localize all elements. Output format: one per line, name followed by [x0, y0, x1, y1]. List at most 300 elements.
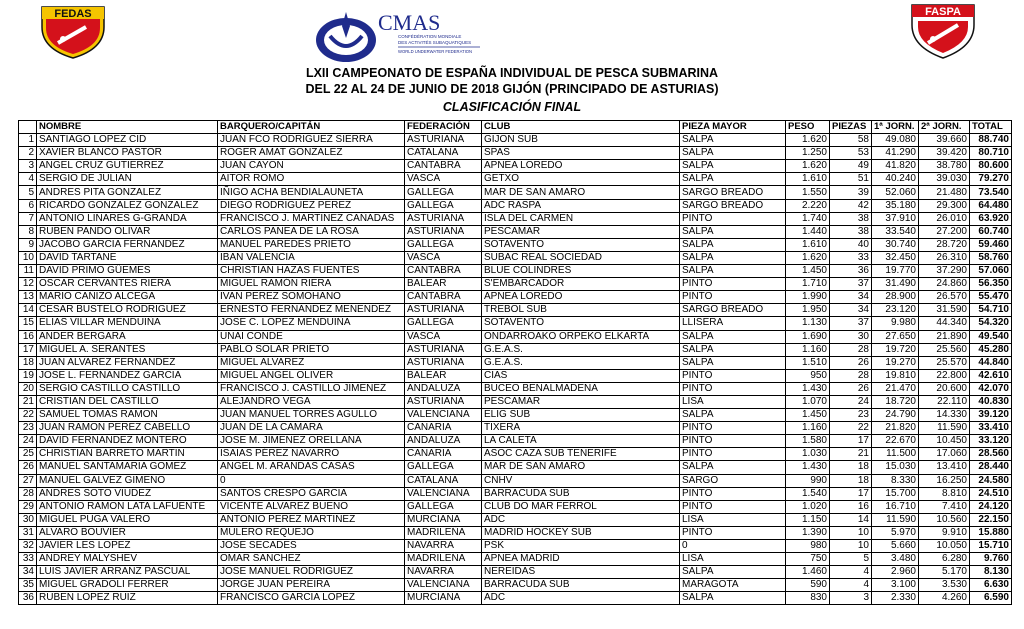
cell-federacion: CANARIA [405, 448, 482, 461]
cell-nombre: MIGUEL PUGA VALERO [37, 513, 218, 526]
cell-club: SOTAVENTO [482, 238, 680, 251]
cell-2-jornada: 24.860 [919, 278, 970, 291]
table-row [19, 553, 1012, 566]
cell-federacion: CANTABRA [405, 291, 482, 304]
cell-barquero: MANUEL PAREDES PRIETO [218, 238, 405, 251]
cell-1-jornada: 19.810 [872, 369, 919, 382]
cell-barquero: OMAR SANCHEZ [218, 553, 405, 566]
cell-position: 2 [19, 147, 37, 160]
cell-federacion: GALLEGA [405, 317, 482, 330]
table-row [19, 134, 1012, 147]
cell-nombre: ALVARO BOUVIER [37, 526, 218, 539]
cell-total: 58.760 [970, 251, 1012, 264]
cell-total: 56.350 [970, 278, 1012, 291]
cell-piezas: 38 [830, 225, 872, 238]
cell-position: 17 [19, 343, 37, 356]
cell-peso: 750 [786, 553, 830, 566]
cell-barquero: PABLO SOLAR PRIETO [218, 343, 405, 356]
cell-total: 40.830 [970, 395, 1012, 408]
cell-pieza-mayor: MARAGOTA [680, 579, 786, 592]
cell-nombre: ELIAS VILLAR MENDUIÑA [37, 317, 218, 330]
cell-peso: 1.430 [786, 382, 830, 395]
cell-total: 80.710 [970, 147, 1012, 160]
cell-federacion: ASTURIANA [405, 212, 482, 225]
cell-position: 34 [19, 566, 37, 579]
cell-nombre: JOSE L. FERNANDEZ GARCIA [37, 369, 218, 382]
cell-2-jornada: 39.660 [919, 134, 970, 147]
cell-1-jornada: 40.240 [872, 173, 919, 186]
cell-pieza-mayor: PINTO [680, 422, 786, 435]
cell-peso: 1.620 [786, 160, 830, 173]
cell-piezas: 53 [830, 147, 872, 160]
cell-barquero: JOSE M. JIMENEZ ORELLANA [218, 435, 405, 448]
table-row [19, 147, 1012, 160]
cell-barquero: FRANCISCO J. CASTILLO JIMENEZ [218, 382, 405, 395]
table-row [19, 474, 1012, 487]
table-row [19, 435, 1012, 448]
cell-club: ONDARROAKO ORPEKO ELKARTA [482, 330, 680, 343]
cell-peso: 1.390 [786, 526, 830, 539]
cell-barquero: JOSE C. LOPEZ MENDUIÑA [218, 317, 405, 330]
cell-position: 9 [19, 238, 37, 251]
cell-club: G.E.A.S. [482, 356, 680, 369]
cell-federacion: ASTURIANA [405, 134, 482, 147]
cell-1-jornada: 52.060 [872, 186, 919, 199]
cell-1-jornada: 15.700 [872, 487, 919, 500]
table-row [19, 409, 1012, 422]
cell-1-jornada: 3.100 [872, 579, 919, 592]
cell-club: ADC RASPA [482, 199, 680, 212]
cell-federacion: MURCIANA [405, 513, 482, 526]
cell-barquero: IÑIGO ACHA BENDIALAUNETA [218, 186, 405, 199]
cell-2-jornada: 26.010 [919, 212, 970, 225]
cell-1-jornada: 41.290 [872, 147, 919, 160]
fedas-logo [40, 5, 106, 59]
cell-piezas: 22 [830, 422, 872, 435]
cell-peso: 1.950 [786, 304, 830, 317]
cell-barquero: MIGUEL ANGEL OLIVER [218, 369, 405, 382]
cell-peso: 1.160 [786, 343, 830, 356]
cell-federacion: MADRILEÑA [405, 526, 482, 539]
cell-total: 8.130 [970, 566, 1012, 579]
cell-pieza-mayor: SALPA [680, 265, 786, 278]
cell-nombre: DAVID FERNANDEZ MONTERO [37, 435, 218, 448]
cell-peso: 1.580 [786, 435, 830, 448]
cell-club: BARRACUDA SUB [482, 579, 680, 592]
cell-federacion: ASTURIANA [405, 304, 482, 317]
cell-2-jornada: 10.450 [919, 435, 970, 448]
cell-1-jornada: 31.490 [872, 278, 919, 291]
cell-club: ELIG SUB [482, 409, 680, 422]
table-row [19, 330, 1012, 343]
cell-club: ADC [482, 513, 680, 526]
cell-total: 54.710 [970, 304, 1012, 317]
cell-piezas: 42 [830, 199, 872, 212]
cell-barquero: VICENTE ALVAREZ BUENO [218, 500, 405, 513]
cell-club: ADC [482, 592, 680, 605]
cell-nombre: MIGUEL A. SERANTES [37, 343, 218, 356]
cell-position: 15 [19, 317, 37, 330]
cell-barquero: DIEGO RODRIGUEZ PEREZ [218, 199, 405, 212]
cell-nombre: CESAR BUSTELO RODRIGUEZ [37, 304, 218, 317]
cell-peso: 830 [786, 592, 830, 605]
cell-pieza-mayor: SALPA [680, 356, 786, 369]
table-row [19, 579, 1012, 592]
cell-barquero: FRANCISCO GARCIA LOPEZ [218, 592, 405, 605]
cell-peso: 1.460 [786, 566, 830, 579]
cell-total: 42.070 [970, 382, 1012, 395]
cell-federacion: CANARIA [405, 422, 482, 435]
cell-peso: 1.150 [786, 513, 830, 526]
cell-1-jornada: 49.080 [872, 134, 919, 147]
championship-title: LXII CAMPEONATO DE ESPAÑA INDIVIDUAL DE PESCA SUBMARINA [305, 66, 719, 80]
cell-barquero: UNAI CONDE [218, 330, 405, 343]
cell-piezas: 38 [830, 212, 872, 225]
cell-1-jornada: 28.900 [872, 291, 919, 304]
cell-position: 27 [19, 474, 37, 487]
event-dates-location: DEL 22 AL 24 DE JUNIO DE 2018 GIJÓN (PRINCIPADO DE ASTURIAS) [305, 82, 719, 96]
cell-position: 10 [19, 251, 37, 264]
cell-piezas: 37 [830, 317, 872, 330]
cell-pieza-mayor: PINTO [680, 291, 786, 304]
cell-2-jornada: 17.060 [919, 448, 970, 461]
table-row [19, 291, 1012, 304]
cell-federacion: VASCA [405, 251, 482, 264]
cell-club: PESCAMAR [482, 225, 680, 238]
cell-1-jornada: 35.180 [872, 199, 919, 212]
cell-peso: 1.610 [786, 173, 830, 186]
cell-club: APNEA LOREDO [482, 160, 680, 173]
cell-1-jornada: 5.970 [872, 526, 919, 539]
cell-1-jornada: 19.720 [872, 343, 919, 356]
cell-position: 12 [19, 278, 37, 291]
cell-piezas: 10 [830, 526, 872, 539]
cell-pieza-mayor: SALPA [680, 343, 786, 356]
cell-nombre: SERGIO CASTILLO CASTILLO [37, 382, 218, 395]
cell-1-jornada: 37.910 [872, 212, 919, 225]
cell-pieza-mayor: SARGO [680, 474, 786, 487]
table-row [19, 513, 1012, 526]
table-row [19, 343, 1012, 356]
cell-club: ISLA DEL CARMEN [482, 212, 680, 225]
cell-pieza-mayor: SALPA [680, 173, 786, 186]
cell-nombre: ANTONIO RAMON LATA LAFUENTE [37, 500, 218, 513]
cell-2-jornada: 9.910 [919, 526, 970, 539]
cell-total: 60.740 [970, 225, 1012, 238]
cell-2-jornada: 10.050 [919, 540, 970, 553]
cell-total: 22.150 [970, 513, 1012, 526]
cell-position: 35 [19, 579, 37, 592]
cell-1-jornada: 11.500 [872, 448, 919, 461]
cell-peso: 980 [786, 540, 830, 553]
cell-peso: 1.450 [786, 409, 830, 422]
cell-federacion: VALENCIANA [405, 409, 482, 422]
cell-federacion: NAVARRA [405, 540, 482, 553]
cell-federacion: GALLEGA [405, 500, 482, 513]
cell-pieza-mayor: SALPA [680, 461, 786, 474]
table-row [19, 461, 1012, 474]
cell-position: 20 [19, 382, 37, 395]
cell-peso: 990 [786, 474, 830, 487]
cell-pieza-mayor: LISA [680, 395, 786, 408]
table-row [19, 265, 1012, 278]
cell-barquero: JUAN DE LA CAMARA [218, 422, 405, 435]
cell-total: 45.280 [970, 343, 1012, 356]
cell-2-jornada: 7.410 [919, 500, 970, 513]
cell-total: 6.630 [970, 579, 1012, 592]
cell-club: APNEA LOREDO [482, 291, 680, 304]
cell-1-jornada: 32.450 [872, 251, 919, 264]
cell-1-jornada: 24.790 [872, 409, 919, 422]
cell-federacion: BALEAR [405, 278, 482, 291]
cell-pieza-mayor: PINTO [680, 212, 786, 225]
cell-club: LA CALETA [482, 435, 680, 448]
cell-club: SUBAC REAL SOCIEDAD [482, 251, 680, 264]
table-row [19, 422, 1012, 435]
cell-barquero: JUAN FCO RODRIGUEZ SIERRA [218, 134, 405, 147]
cell-barquero: JUAN CAYON [218, 160, 405, 173]
cell-pieza-mayor: SARGO BREADO [680, 304, 786, 317]
cell-club: MAR DE SAN AMARO [482, 461, 680, 474]
cell-position: 31 [19, 526, 37, 539]
cell-nombre: ANTONIO LINARES G-GRANDA [37, 212, 218, 225]
cell-barquero: JOSE MANUEL RODRIGUEZ [218, 566, 405, 579]
table-row [19, 382, 1012, 395]
cell-2-jornada: 16.250 [919, 474, 970, 487]
cell-position: 24 [19, 435, 37, 448]
cell-barquero: MULERO REQUEJO [218, 526, 405, 539]
cell-club: MADRID HOCKEY SUB [482, 526, 680, 539]
cell-2-jornada: 27.200 [919, 225, 970, 238]
cell-nombre: SANTIAGO LOPEZ CID [37, 134, 218, 147]
cell-piezas: 58 [830, 134, 872, 147]
table-row [19, 186, 1012, 199]
cell-position: 29 [19, 500, 37, 513]
cell-2-jornada: 8.810 [919, 487, 970, 500]
cell-peso: 1.130 [786, 317, 830, 330]
cell-piezas: 17 [830, 435, 872, 448]
col-pieza-mayor: PIEZA MAYOR [680, 121, 786, 134]
cell-piezas: 10 [830, 540, 872, 553]
cell-peso: 1.020 [786, 500, 830, 513]
cell-total: 73.540 [970, 186, 1012, 199]
cell-2-jornada: 21.480 [919, 186, 970, 199]
table-row [19, 278, 1012, 291]
cell-nombre: MANUEL GALVEZ GIMENO [37, 474, 218, 487]
cell-total: 15.880 [970, 526, 1012, 539]
cell-federacion: ASTURIANA [405, 356, 482, 369]
cell-2-jornada: 3.530 [919, 579, 970, 592]
cell-barquero: MIGUEL ALVAREZ [218, 356, 405, 369]
cell-nombre: CHRISTIAN BARRETO MARTIN [37, 448, 218, 461]
table-row [19, 500, 1012, 513]
cell-pieza-mayor: SALPA [680, 160, 786, 173]
cell-1-jornada: 22.670 [872, 435, 919, 448]
cell-piezas: 24 [830, 395, 872, 408]
cell-peso: 1.620 [786, 251, 830, 264]
cell-1-jornada: 15.030 [872, 461, 919, 474]
cell-position: 33 [19, 553, 37, 566]
cell-position: 26 [19, 461, 37, 474]
cell-1-jornada: 19.770 [872, 265, 919, 278]
cell-federacion: ASTURIANA [405, 343, 482, 356]
cell-club: CIAS [482, 369, 680, 382]
cell-total: 28.560 [970, 448, 1012, 461]
cell-nombre: JUAN ALVAREZ FERNANDEZ [37, 356, 218, 369]
cell-pieza-mayor: SALPA [680, 330, 786, 343]
cell-barquero: ERNESTO FERNANDEZ MENENDEZ [218, 304, 405, 317]
cell-federacion: VASCA [405, 173, 482, 186]
table-row [19, 526, 1012, 539]
cell-barquero: ROGER AMAT GONZALEZ [218, 147, 405, 160]
cell-piezas: 28 [830, 343, 872, 356]
col-piezas: PIEZAS [830, 121, 872, 134]
cell-position: 19 [19, 369, 37, 382]
cell-position: 3 [19, 160, 37, 173]
cell-2-jornada: 39.030 [919, 173, 970, 186]
cell-peso: 590 [786, 579, 830, 592]
cell-piezas: 39 [830, 186, 872, 199]
cell-position: 30 [19, 513, 37, 526]
cell-barquero: ALEJANDRO VEGA [218, 395, 405, 408]
cell-pieza-mayor: SALPA [680, 238, 786, 251]
cell-peso: 1.070 [786, 395, 830, 408]
cell-total: 64.480 [970, 199, 1012, 212]
cell-nombre: ANDER BERGARA [37, 330, 218, 343]
cell-federacion: VALENCIANA [405, 579, 482, 592]
cell-1-jornada: 27.650 [872, 330, 919, 343]
cell-1-jornada: 11.590 [872, 513, 919, 526]
cell-2-jornada: 44.340 [919, 317, 970, 330]
cell-peso: 1.250 [786, 147, 830, 160]
cmas-logo [310, 8, 490, 64]
cell-piezas: 34 [830, 304, 872, 317]
cell-piezas: 3 [830, 592, 872, 605]
cell-nombre: JACOBO GARCIA FERNANDEZ [37, 238, 218, 251]
cell-piezas: 51 [830, 173, 872, 186]
cell-federacion: MURCIANA [405, 592, 482, 605]
table-row [19, 448, 1012, 461]
cell-1-jornada: 16.710 [872, 500, 919, 513]
cell-nombre: DAVID TARTANE [37, 251, 218, 264]
cell-piezas: 26 [830, 382, 872, 395]
cell-nombre: RUBEN LOPEZ RUIZ [37, 592, 218, 605]
col-barquero: BARQUERO/CAPITÁN [218, 121, 405, 134]
cell-federacion: MADRILEÑA [405, 553, 482, 566]
cell-piezas: 36 [830, 265, 872, 278]
cell-pieza-mayor: SALPA [680, 566, 786, 579]
cell-barquero: MIGUEL RAMÓN RIERA [218, 278, 405, 291]
cell-peso: 1.610 [786, 238, 830, 251]
cell-peso: 1.030 [786, 448, 830, 461]
cell-piezas: 33 [830, 251, 872, 264]
table-row [19, 199, 1012, 212]
col-2-jornada: 2ª JORN. [919, 121, 970, 134]
cell-barquero: ANTONIO PEREZ MARTINEZ [218, 513, 405, 526]
cell-pieza-mayor: SALPA [680, 134, 786, 147]
cell-club: MAR DE SAN AMARO [482, 186, 680, 199]
cell-club: NEREIDAS [482, 566, 680, 579]
cell-total: 15.710 [970, 540, 1012, 553]
table-row [19, 540, 1012, 553]
cell-total: 54.320 [970, 317, 1012, 330]
diver-icon [930, 36, 936, 42]
cell-federacion: ANDALUZA [405, 382, 482, 395]
cell-pieza-mayor: SALPA [680, 409, 786, 422]
cell-1-jornada: 2.330 [872, 592, 919, 605]
cell-pieza-mayor: PINTO [680, 526, 786, 539]
cell-pieza-mayor: PINTO [680, 435, 786, 448]
cell-federacion: VALENCIANA [405, 487, 482, 500]
cell-1-jornada: 8.330 [872, 474, 919, 487]
cell-barquero: CHRISTIAN HAZAS FUENTES [218, 265, 405, 278]
table-row [19, 592, 1012, 605]
cell-position: 36 [19, 592, 37, 605]
cell-federacion: GALLEGA [405, 199, 482, 212]
cell-1-jornada: 41.820 [872, 160, 919, 173]
cell-peso: 950 [786, 369, 830, 382]
faspa-logo [908, 3, 978, 59]
table-row [19, 487, 1012, 500]
cell-federacion: CANTABRA [405, 265, 482, 278]
cell-position: 5 [19, 186, 37, 199]
cell-total: 33.120 [970, 435, 1012, 448]
cell-total: 28.440 [970, 461, 1012, 474]
cell-club: S'EMBARCADOR [482, 278, 680, 291]
cell-pieza-mayor: 0 [680, 540, 786, 553]
cell-barquero: ANGEL M. ARANDAS CASAS [218, 461, 405, 474]
cell-piezas: 30 [830, 330, 872, 343]
cell-2-jornada: 31.590 [919, 304, 970, 317]
cell-nombre: XAVIER BLANCO PASTOR [37, 147, 218, 160]
cell-nombre: MARIO CAÑIZO ALCEGA [37, 291, 218, 304]
cell-federacion: NAVARRA [405, 566, 482, 579]
cell-peso: 2.220 [786, 199, 830, 212]
cell-pieza-mayor: PINTO [680, 382, 786, 395]
cell-2-jornada: 6.280 [919, 553, 970, 566]
cell-piezas: 18 [830, 461, 872, 474]
cell-piezas: 49 [830, 160, 872, 173]
cell-peso: 1.540 [786, 487, 830, 500]
cell-piezas: 34 [830, 291, 872, 304]
cell-club: BARRACUDA SUB [482, 487, 680, 500]
cell-total: 59.460 [970, 238, 1012, 251]
cell-pieza-mayor: PINTO [680, 500, 786, 513]
cell-federacion: VASCA [405, 330, 482, 343]
cmas-subtitle-3: WORLD UNDERWATER FEDERATION [398, 49, 473, 54]
cell-2-jornada: 26.570 [919, 291, 970, 304]
cell-piezas: 18 [830, 474, 872, 487]
cmas-logo-text: CMAS [378, 10, 441, 35]
cell-nombre: OSCAR CERVANTES RIERA [37, 278, 218, 291]
cell-federacion: ASTURIANA [405, 225, 482, 238]
cell-position: 14 [19, 304, 37, 317]
cell-total: 9.760 [970, 553, 1012, 566]
cell-peso: 1.710 [786, 278, 830, 291]
cell-barquero: ISAIAS PÉREZ NAVARRO [218, 448, 405, 461]
cell-nombre: DAVID PRIMO GÜEMES [37, 265, 218, 278]
col-federacion: FEDERACIÓN [405, 121, 482, 134]
col-total: TOTAL [970, 121, 1012, 134]
cell-piezas: 40 [830, 238, 872, 251]
cell-piezas: 16 [830, 500, 872, 513]
cell-piezas: 37 [830, 278, 872, 291]
cell-2-jornada: 14.330 [919, 409, 970, 422]
col-peso: PESO [786, 121, 830, 134]
table-row [19, 369, 1012, 382]
cell-1-jornada: 18.720 [872, 395, 919, 408]
cell-nombre: ANGEL CRUZ GUTIERREZ [37, 160, 218, 173]
